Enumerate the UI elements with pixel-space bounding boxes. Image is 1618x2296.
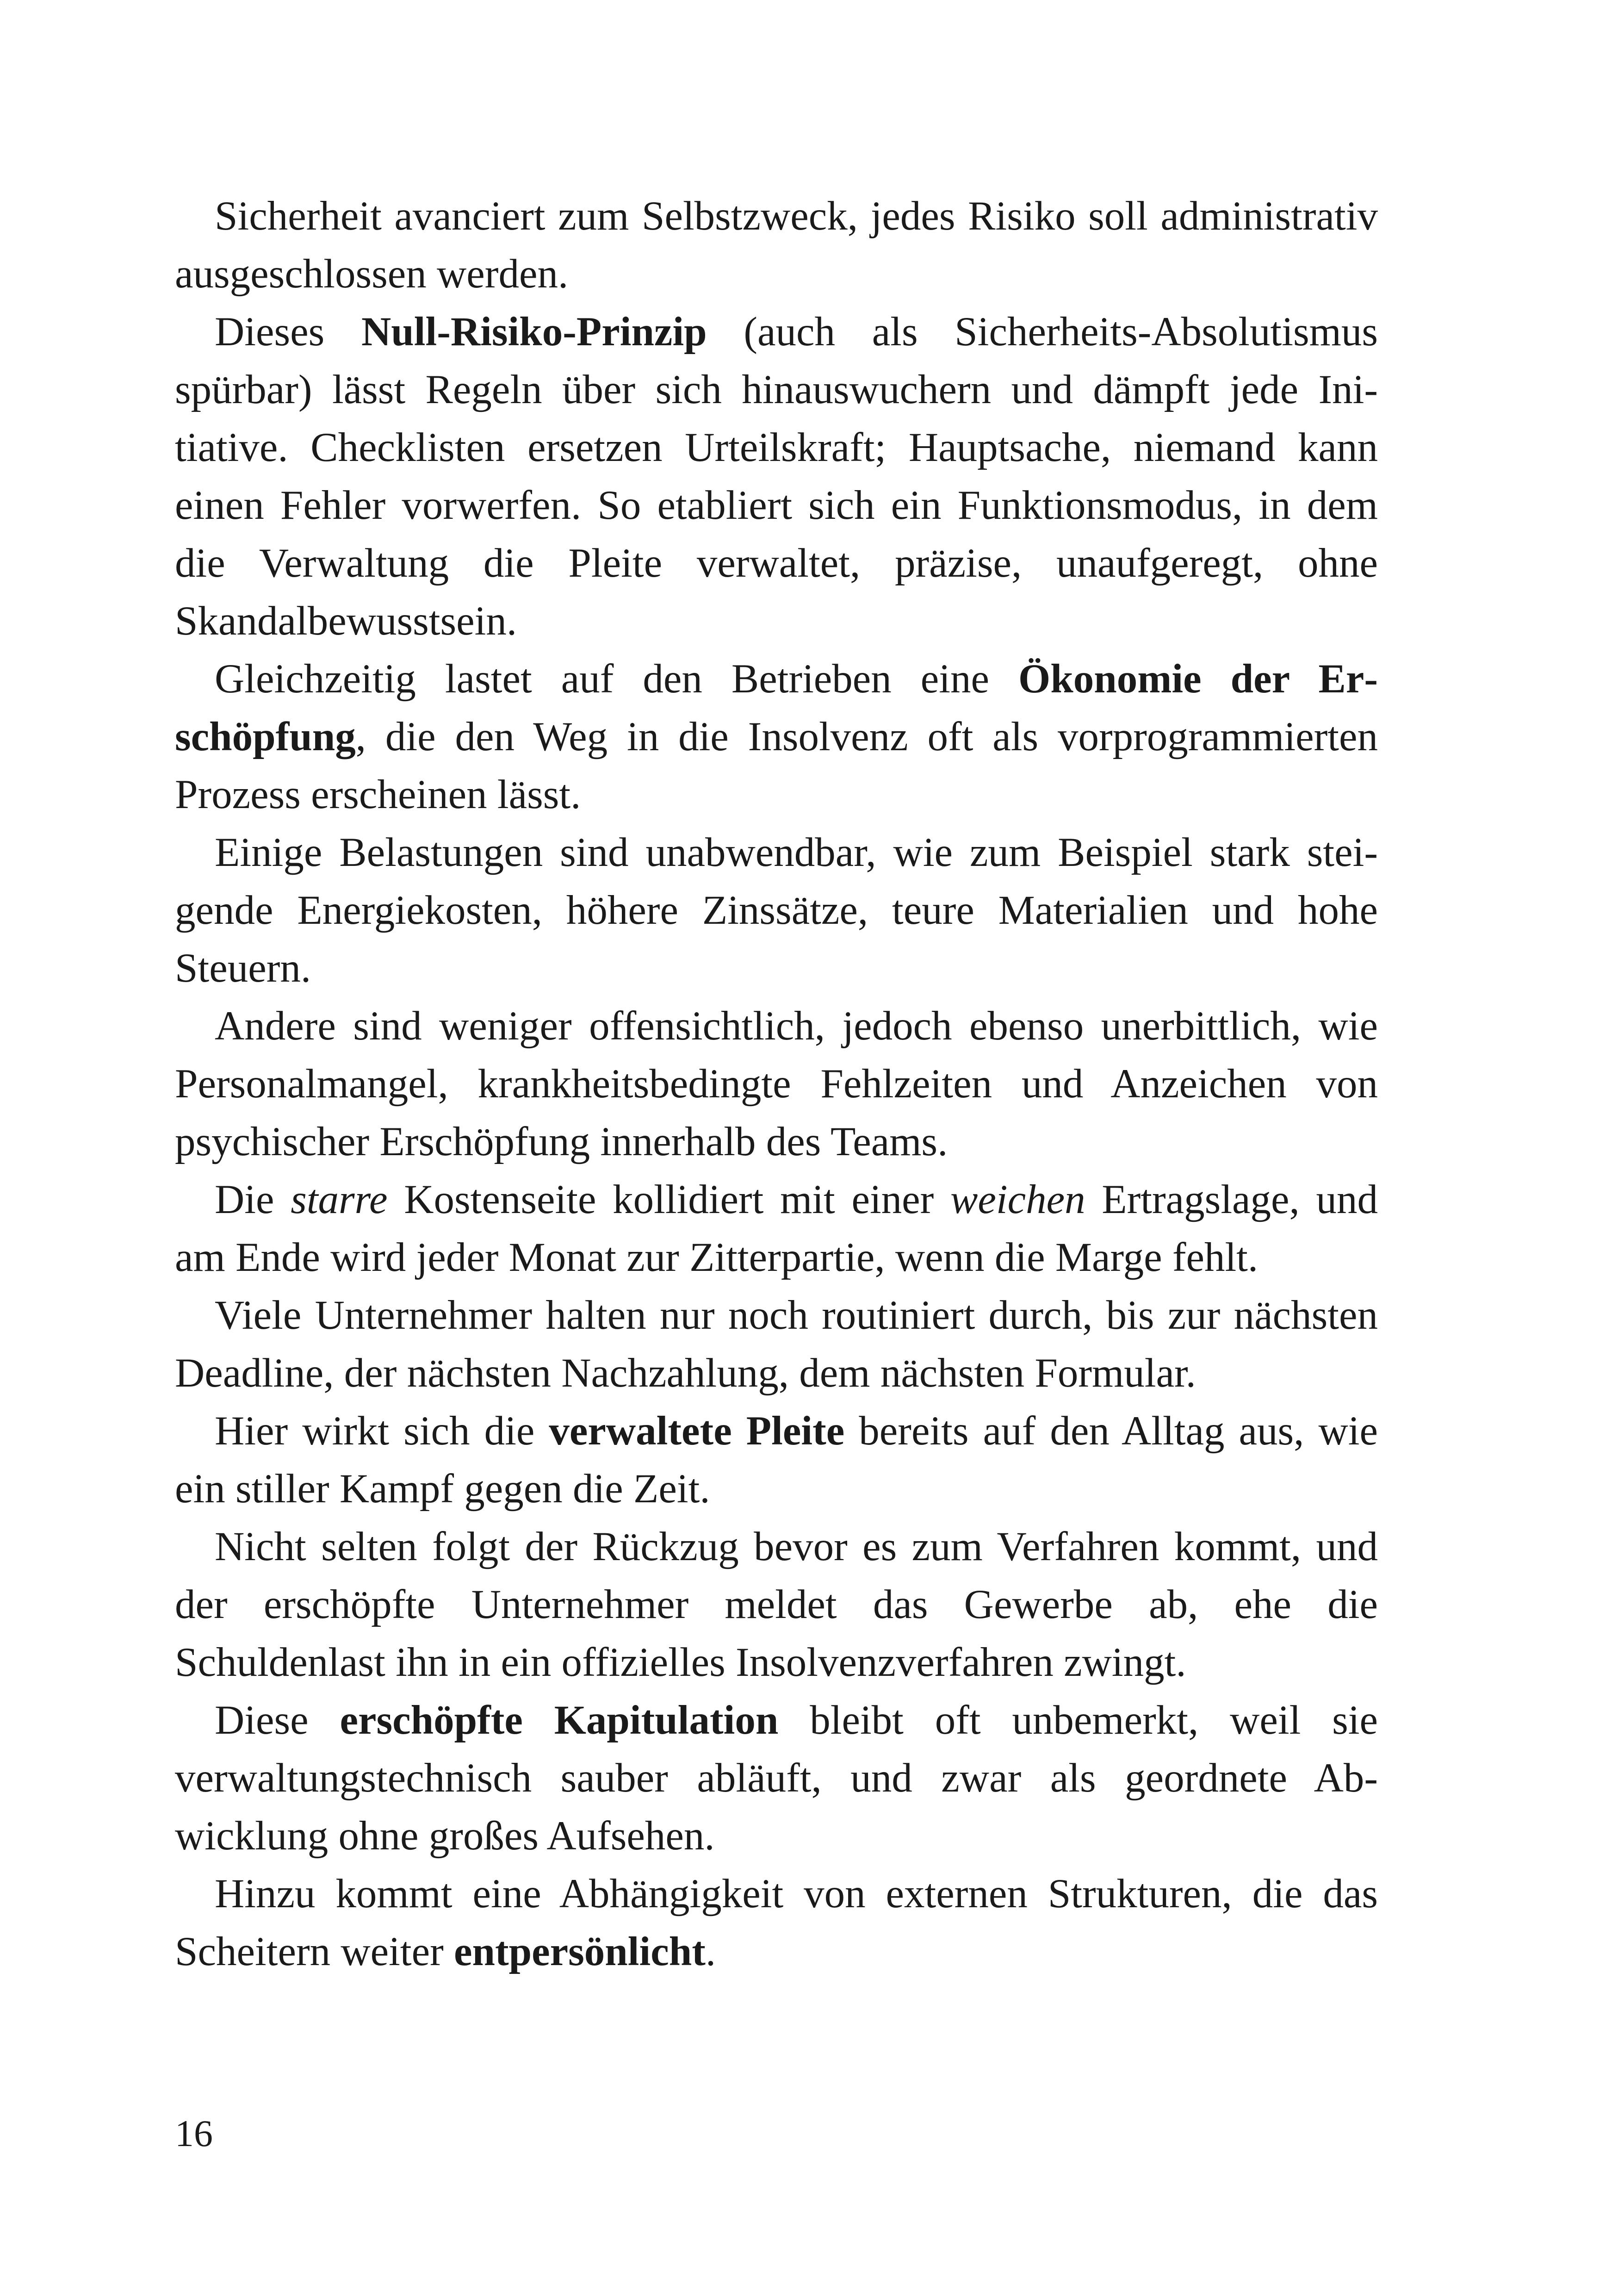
italic-term: starre [291, 1177, 388, 1222]
bold-term: Ökonomie der Erschöpfung [175, 656, 1378, 759]
text-run: Hier wirkt sich die [215, 1408, 549, 1454]
text-run: bleibt oft unbemerkt, weil sie verwaltungstechnisch sauber abläuft, und zwar als geordnete Abwicklung ohne großes Aufsehen. [175, 1698, 1378, 1859]
text-run: Dieses [215, 309, 361, 355]
page-number: 16 [175, 2112, 213, 2154]
text-run: Gleichzeitig lastet auf den Betrieben eine [215, 656, 1019, 702]
text-run: Einige Belastungen sind unabwendbar, wie zum Beispiel stark steigende Energiekosten, höhere Zinssätze, teure Materialien und hohe Steuern. [175, 830, 1378, 991]
paragraph [175, 1692, 1378, 1865]
paragraph [175, 1287, 1378, 1402]
paragraph [175, 1865, 1378, 1981]
text-run: Die [215, 1177, 291, 1222]
paragraph [175, 1518, 1378, 1692]
paragraph [175, 187, 1378, 303]
paragraph [175, 650, 1378, 824]
bold-term: erschöpfte Kapitulation [340, 1698, 779, 1743]
paragraph [175, 997, 1378, 1171]
bold-term: verwaltete Pleite [549, 1408, 845, 1454]
text-run: Ertragslage, und am Ende wird jeder Monat zur Zitterpartie, wenn die Marge fehlt. [175, 1177, 1378, 1280]
paragraph [175, 303, 1378, 650]
text-run: Sicherheit avanciert zum Selbstzweck, jedes Risiko soll administrativ ausgeschlossen werden. [175, 193, 1378, 297]
bold-term: Null-Risiko-Prinzip [361, 309, 707, 355]
text-run: Viele Unternehmer halten nur noch routiniert durch, bis zur nächsten Deadline, der nächsten Nachzahlung, dem nächsten Formular. [175, 1293, 1378, 1396]
text-run: , die den Weg in die Insolvenz oft als vorprogrammierten Prozess erscheinen lässt. [175, 714, 1378, 817]
paragraph [175, 824, 1378, 997]
body-text [175, 187, 1378, 1981]
bold-term: entpersönlicht [453, 1929, 706, 1974]
text-run: Diese [215, 1698, 340, 1743]
paragraph [175, 1171, 1378, 1287]
text-run: bereits auf den Alltag aus, wie ein stiller Kampf gegen die Zeit. [175, 1408, 1378, 1512]
text-run: Hinzu kommt eine Abhängigkeit von externen Strukturen, die das Scheitern weiter [175, 1871, 1378, 1974]
italic-term: weichen [950, 1177, 1085, 1222]
text-run: Kostenseite kollidiert mit einer [387, 1177, 951, 1222]
text-run: . [705, 1929, 716, 1974]
paragraph [175, 1402, 1378, 1518]
text-run: Andere sind weniger offensichtlich, jedoch ebenso unerbittlich, wie Personalmangel, krankheitsbedingte Fehlzeiten und Anzeichen von psychischer Erschöpfung innerhalb des Teams. [175, 1003, 1378, 1164]
text-run: (auch als Sicherheits-Absolutismus spürbar) lässt Regeln über sich hinauswuchern und dämpft jede Initiative. Checklisten ersetzen Urteilskraft; Hauptsache, niemand kann einen Fehler vorwerfen. So etabliert sich ein Funktionsmodus, in dem die Verwaltung die Pleite verwaltet, präzise, unaufgeregt, ohne Skandalbewusstsein. [175, 309, 1378, 644]
text-run: Nicht selten folgt der Rückzug bevor es zum Verfahren kommt, und der erschöpfte Unternehmer meldet das Gewerbe ab, ehe die Schuldenlast ihn in ein offizielles Insolvenzverfahren zwingt. [175, 1524, 1378, 1685]
